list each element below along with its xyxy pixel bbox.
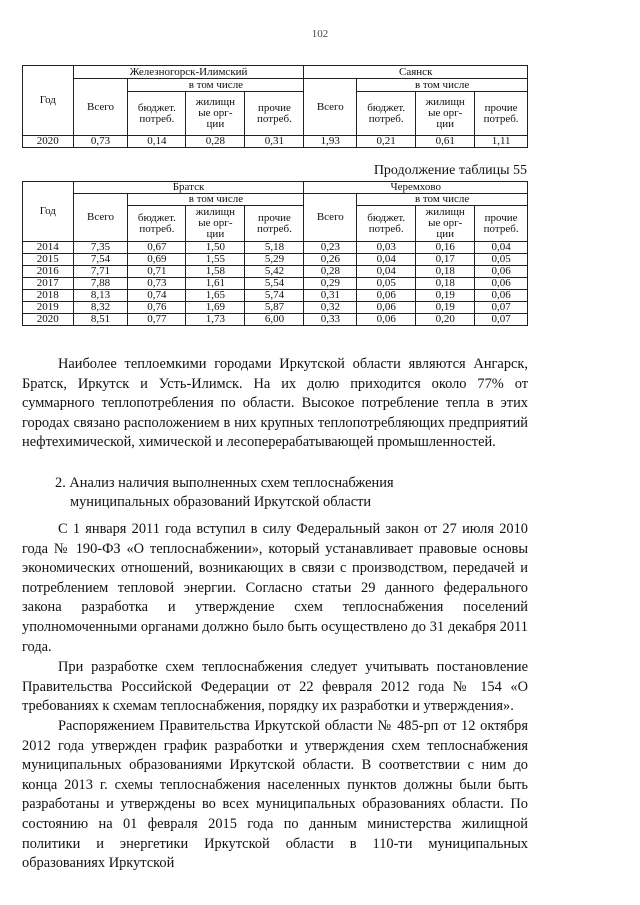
cell-value: 0,06 [475, 290, 528, 302]
cell-value: 0,23 [304, 242, 357, 254]
cell-value: 0,74 [128, 290, 186, 302]
cell-value: 0,20 [416, 314, 475, 326]
cell-value: 5,42 [245, 266, 304, 278]
cell-value: 0,33 [304, 314, 357, 326]
city-header-cheremkhovo: Черемхово [304, 182, 528, 194]
including-header: в том числе [357, 194, 528, 206]
cell-value: 0,06 [357, 314, 416, 326]
including-header: в том числе [357, 79, 528, 92]
cell-value: 7,54 [73, 254, 128, 266]
cell-value: 8,13 [73, 290, 128, 302]
including-header: в том числе [128, 194, 304, 206]
cell-value: 0,28 [186, 136, 245, 148]
cell-value: 0,31 [245, 136, 304, 148]
cell-year: 2020 [23, 314, 74, 326]
year-header: Год [23, 66, 74, 136]
cell-value: 0,18 [416, 278, 475, 290]
cell-year: 2019 [23, 302, 74, 314]
cell-year: 2018 [23, 290, 74, 302]
cell-value: 0,07 [475, 314, 528, 326]
table-row [23, 314, 528, 326]
total-header: Всего [304, 79, 357, 136]
cell-value: 8,32 [73, 302, 128, 314]
budget-header: бюджет. потреб. [357, 206, 416, 242]
total-header: Всего [73, 194, 128, 242]
other-header: прочие потреб. [245, 92, 304, 136]
cell-value: 0,19 [416, 302, 475, 314]
other-header: прочие потреб. [245, 206, 304, 242]
paragraph-federal-law: С 1 января 2011 года вступил в силу Федеральный закон от 27 июля 2010 года № 190-ФЗ «О теплоснабжении», который устанавливает правовые основы экономических отношений, возникающих в связи с производством, передачей и потреблением тепловой энергии. Согласно статьи 29 данного федерального закона разработка и утверждение схем теплоснабжения поселений уполномоченными органами должно было быть осуществлено до 31 декабря 2011 года. [22, 521, 528, 655]
cell-value: 7,35 [73, 242, 128, 254]
cell-value: 0,06 [357, 302, 416, 314]
cell-value: 1,55 [186, 254, 245, 266]
budget-header: бюджет. потреб. [357, 92, 416, 136]
cell-value: 1,73 [186, 314, 245, 326]
housing-header: жилищн ые орг- ции [186, 92, 245, 136]
housing-header: жилищн ые орг- ции [186, 206, 245, 242]
city-header-bratsk: Братск [73, 182, 304, 194]
table-row [23, 266, 528, 278]
cell-year: 2016 [23, 266, 74, 278]
cell-value: 5,87 [245, 302, 304, 314]
table-row [23, 302, 528, 314]
cell-year: 2020 [23, 136, 74, 148]
cell-value: 0,05 [475, 254, 528, 266]
year-header: Год [23, 182, 74, 242]
cell-value: 5,74 [245, 290, 304, 302]
cell-value: 0,32 [304, 302, 357, 314]
cell-year: 2014 [23, 242, 74, 254]
cell-value: 5,54 [245, 278, 304, 290]
cell-value: 0,06 [357, 290, 416, 302]
page-number: 102 [311, 28, 329, 40]
cell-value: 1,58 [186, 266, 245, 278]
cell-value: 0,05 [357, 278, 416, 290]
table-row [23, 136, 528, 148]
cell-value: 0,76 [128, 302, 186, 314]
cell-value: 0,31 [304, 290, 357, 302]
cell-value: 1,50 [186, 242, 245, 254]
total-header: Всего [73, 79, 128, 136]
housing-header: жилищн ые орг- ции [416, 92, 475, 136]
cell-value: 0,03 [357, 242, 416, 254]
cell-value: 0,67 [128, 242, 186, 254]
heat-consumption-table-part1 [22, 65, 528, 148]
cell-value: 0,14 [128, 136, 186, 148]
cell-value: 0,69 [128, 254, 186, 266]
budget-header: бюджет. потреб. [128, 92, 186, 136]
cell-year: 2017 [23, 278, 74, 290]
table-row [23, 254, 528, 266]
other-header: прочие потреб. [475, 206, 528, 242]
city-header-zheleznogorsk: Железногорск-Илимский [73, 66, 304, 79]
other-header: прочие потреб. [475, 92, 528, 136]
cell-value: 0,04 [475, 242, 528, 254]
budget-header: бюджет. потреб. [128, 206, 186, 242]
cell-value: 0,17 [416, 254, 475, 266]
cell-value: 0,04 [357, 254, 416, 266]
cell-value: 0,18 [416, 266, 475, 278]
paragraph-government-decree: При разработке схем теплоснабжения следует учитывать постановление Правительства Российской Федерации от 22 февраля 2012 года № 154 «О требованиях к схемам теплоснабжения, порядку их разработки и утверждения». [22, 659, 528, 715]
table-continuation-label: Продолжение таблицы 55 [373, 163, 527, 178]
cell-year: 2015 [23, 254, 74, 266]
cell-value: 0,26 [304, 254, 357, 266]
cell-value: 6,00 [245, 314, 304, 326]
housing-header: жилищн ые орг- ции [416, 206, 475, 242]
cell-value: 0,21 [357, 136, 416, 148]
section-heading-line2: муниципальных образований Иркутской области [70, 494, 372, 510]
cell-value: 0,71 [128, 266, 186, 278]
table-row [23, 242, 528, 254]
cell-value: 5,29 [245, 254, 304, 266]
cell-value: 1,11 [475, 136, 528, 148]
cell-value: 0,19 [416, 290, 475, 302]
cell-value: 0,29 [304, 278, 357, 290]
cell-value: 0,06 [475, 266, 528, 278]
heat-consumption-table-part2 [22, 181, 528, 326]
paragraph-heat-intensive-cities: Наиболее теплоемкими городами Иркутской области являются Ангарск, Братск, Иркутск и Усть-Илимск. На их долю приходится около 77% от суммарного теплопотребления по области. Высокое потребление тепла в этих городах связано расположением в них крупных теплопотребляющих предприятий нефтехимической, химической и лесоперерабатывающей промышленностей. [22, 356, 528, 451]
total-header: Всего [304, 194, 357, 242]
cell-value: 1,69 [186, 302, 245, 314]
cell-value: 0,73 [128, 278, 186, 290]
cell-value: 0,16 [416, 242, 475, 254]
cell-value: 0,28 [304, 266, 357, 278]
section-heading-line1: 2. Анализ наличия выполненных схем теплоснабжения [55, 475, 394, 491]
cell-value: 0,04 [357, 266, 416, 278]
cell-value: 7,88 [73, 278, 128, 290]
cell-value: 0,07 [475, 302, 528, 314]
table-row [23, 278, 528, 290]
cell-value: 1,61 [186, 278, 245, 290]
cell-value: 0,77 [128, 314, 186, 326]
cell-value: 0,06 [475, 278, 528, 290]
cell-value: 5,18 [245, 242, 304, 254]
cell-value: 1,93 [304, 136, 357, 148]
table-row [23, 290, 528, 302]
including-header: в том числе [128, 79, 304, 92]
cell-value: 1,65 [186, 290, 245, 302]
city-header-sayansk: Саянск [304, 66, 528, 79]
paragraph-regional-order: Распоряжением Правительства Иркутской области № 485-рп от 12 октября 2012 года утвержден график разработки и утверждения схем теплоснабжения муниципальных образованиями Иркутской области. В соответствии с ним до конца 2013 г. схемы теплоснабжения населенных пунктов должны были быть разработаны и утверждены во всех муниципальных образованиях области. По состоянию на 01 февраля 2015 года по данным министерства жилищной политики и энергетики Иркутской области в 110-ти муниципальных образованиях Иркутской [22, 718, 528, 872]
cell-value: 8,51 [73, 314, 128, 326]
cell-value: 7,71 [73, 266, 128, 278]
cell-value: 0,73 [73, 136, 128, 148]
cell-value: 0,61 [416, 136, 475, 148]
